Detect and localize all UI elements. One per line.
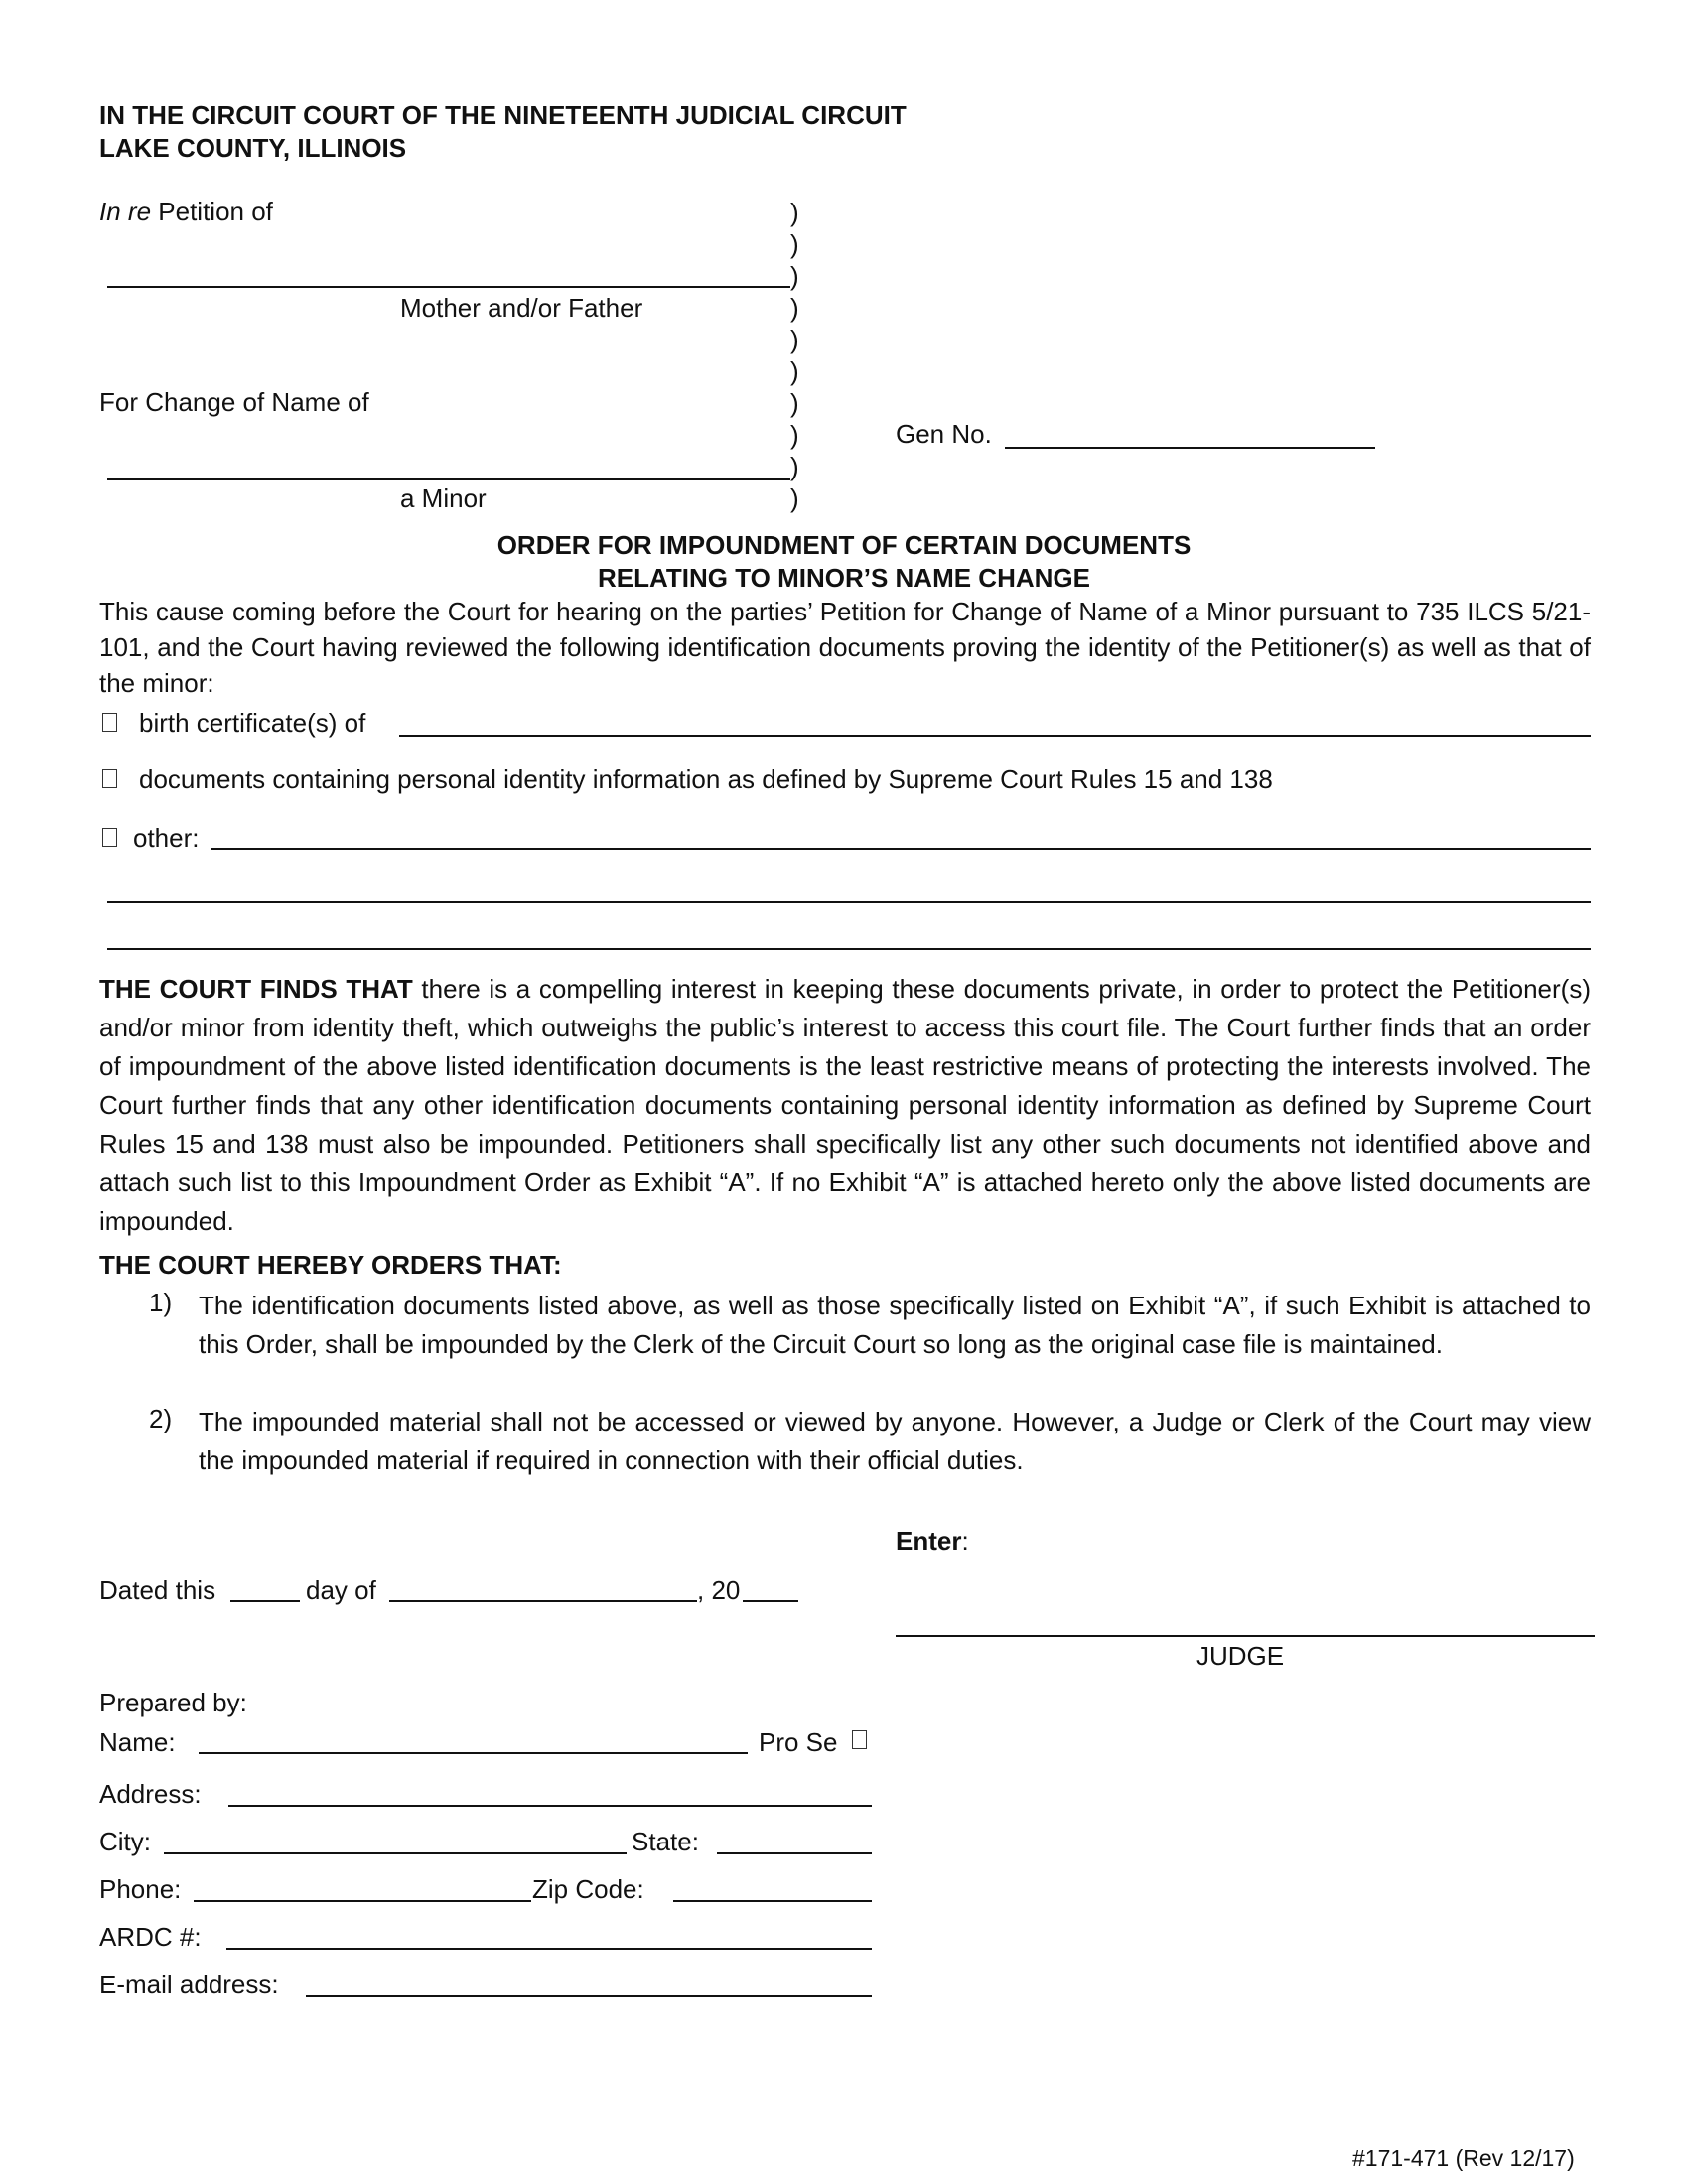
caption-paren: ) [790,198,799,227]
name-line[interactable] [199,1752,748,1754]
for-change-label: For Change of Name of [99,387,369,417]
caption-paren: ) [790,293,799,323]
pro-se-checkbox[interactable] [852,1730,867,1749]
caption-paren: ) [790,229,799,259]
state-line[interactable] [717,1852,872,1854]
caption-paren: ) [790,356,799,386]
findings-paragraph [99,970,1591,1241]
email-line[interactable] [306,1995,872,1997]
form-number: #171-471 (Rev 12/17) [1352,2145,1575,2171]
zip-code-label: Zip Code: [532,1874,644,1904]
orders-heading: THE COURT HEREBY ORDERS THAT: [99,1250,562,1280]
caption-paren: ) [790,325,799,354]
birth-certificate-label: birth certificate(s) of [139,708,366,738]
name-label: Name: [99,1727,176,1757]
petition-of-label [99,196,273,228]
intro-paragraph: This cause coming before the Court for hearing on the parties’ Petition for Change of Name of a Minor pursuant to 735 ILCS 5/21-101, and the Court having reviewed the following identification documents proving the identity of the Petitioner(s) as well as that of the minor: [99,597,1591,698]
caption-paren: ) [790,261,799,291]
state-label: State: [632,1827,699,1856]
county-name: LAKE COUNTY, ILLINOIS [99,133,407,163]
gen-no-label: Gen No. [896,419,992,449]
court-name: IN THE CIRCUIT COURT OF THE NINETEENTH JUDICIAL CIRCUIT [99,100,907,130]
city-label: City: [99,1827,151,1856]
ardc-label: ARDC #: [99,1922,202,1952]
caption-paren: ) [790,388,799,418]
order-title-line1: ORDER FOR IMPOUNDMENT OF CERTAIN DOCUMENTS [496,530,1192,560]
phone-line[interactable] [194,1900,531,1902]
birth-certificate-checkbox[interactable] [102,713,117,732]
order-item-text: The impounded material shall not be accessed or viewed by anyone. However, a Judge or Clerk of the Court may view the impounded material if required in connection with their official duties. [199,1407,1591,1475]
enter-colon: : [961,1526,969,1556]
judge-label: JUDGE [1196,1641,1285,1671]
day-line[interactable] [230,1600,300,1602]
day-of-label: day of [306,1575,376,1605]
findings-text: there is a compelling interest in keeping these documents private, in order to protect the Petitioner(s) and/or minor from identity theft, which outweighs the public’s interest to access this court file. The Court further finds that an order of impoundment of the above listed identification documents is the least restrictive means of protecting the interests involved. The Court further finds that any other identification documents containing personal identity information as defined by Supreme Court Rules 15 and 138 must also be impounded. Petitioners shall specifically list any other such documents not identified above and attach such list to this Impoundment Order as Exhibit “A”. If no Exhibit “A” is attached hereto only the above listed documents are impounded. [99,974,1591,1236]
mother-father-label: Mother and/or Father [400,293,643,323]
personal-identity-checkbox[interactable] [102,769,117,788]
city-line[interactable] [164,1852,627,1854]
petitioner-name-line[interactable] [107,286,790,288]
a-minor-label: a Minor [400,483,487,513]
other-line-1[interactable] [211,848,1591,850]
in-re-text: In re [99,197,152,226]
year-prefix-label: , 20 [697,1575,741,1605]
gen-no-line[interactable] [1005,447,1375,449]
year-line[interactable] [743,1600,798,1602]
other-checkbox[interactable] [102,828,117,847]
zip-code-line[interactable] [673,1900,872,1902]
enter-text: Enter [896,1526,962,1556]
other-line-2[interactable] [107,901,1591,903]
phone-label: Phone: [99,1874,182,1904]
month-line[interactable] [389,1600,697,1602]
caption-paren: ) [790,452,799,481]
dated-this-label: Dated this [99,1575,216,1605]
ardc-line[interactable] [226,1948,872,1950]
address-line[interactable] [228,1805,872,1807]
birth-certificate-line[interactable] [399,735,1591,737]
caption-paren: ) [790,420,799,450]
email-label: E-mail address: [99,1970,279,1999]
address-label: Address: [99,1779,202,1809]
order-item-number: 1) [149,1288,173,1317]
petition-of-text: Petition of [158,197,273,226]
enter-label [896,1525,969,1558]
other-label: other: [133,823,200,853]
order-title-line2: RELATING TO MINOR’S NAME CHANGE [598,563,1090,593]
order-item-text: The identification documents listed above, as well as those specifically listed on Exhibit “A”, if such Exhibit is attached to this Order, shall be impounded by the Clerk of the Circuit Court so long as the original case file is maintained. [199,1291,1591,1359]
minor-name-line[interactable] [107,478,790,480]
other-line-3[interactable] [107,948,1591,950]
prepared-by-label: Prepared by: [99,1688,247,1717]
order-item-number: 2) [149,1404,173,1433]
caption-paren: ) [790,483,799,513]
personal-identity-label: documents containing personal identity information as defined by Supreme Court Rules 15 and 138 [139,764,1273,794]
judge-signature-line[interactable] [896,1635,1595,1637]
pro-se-label: Pro Se [759,1727,838,1757]
findings-lead: THE COURT FINDS THAT [99,974,413,1004]
